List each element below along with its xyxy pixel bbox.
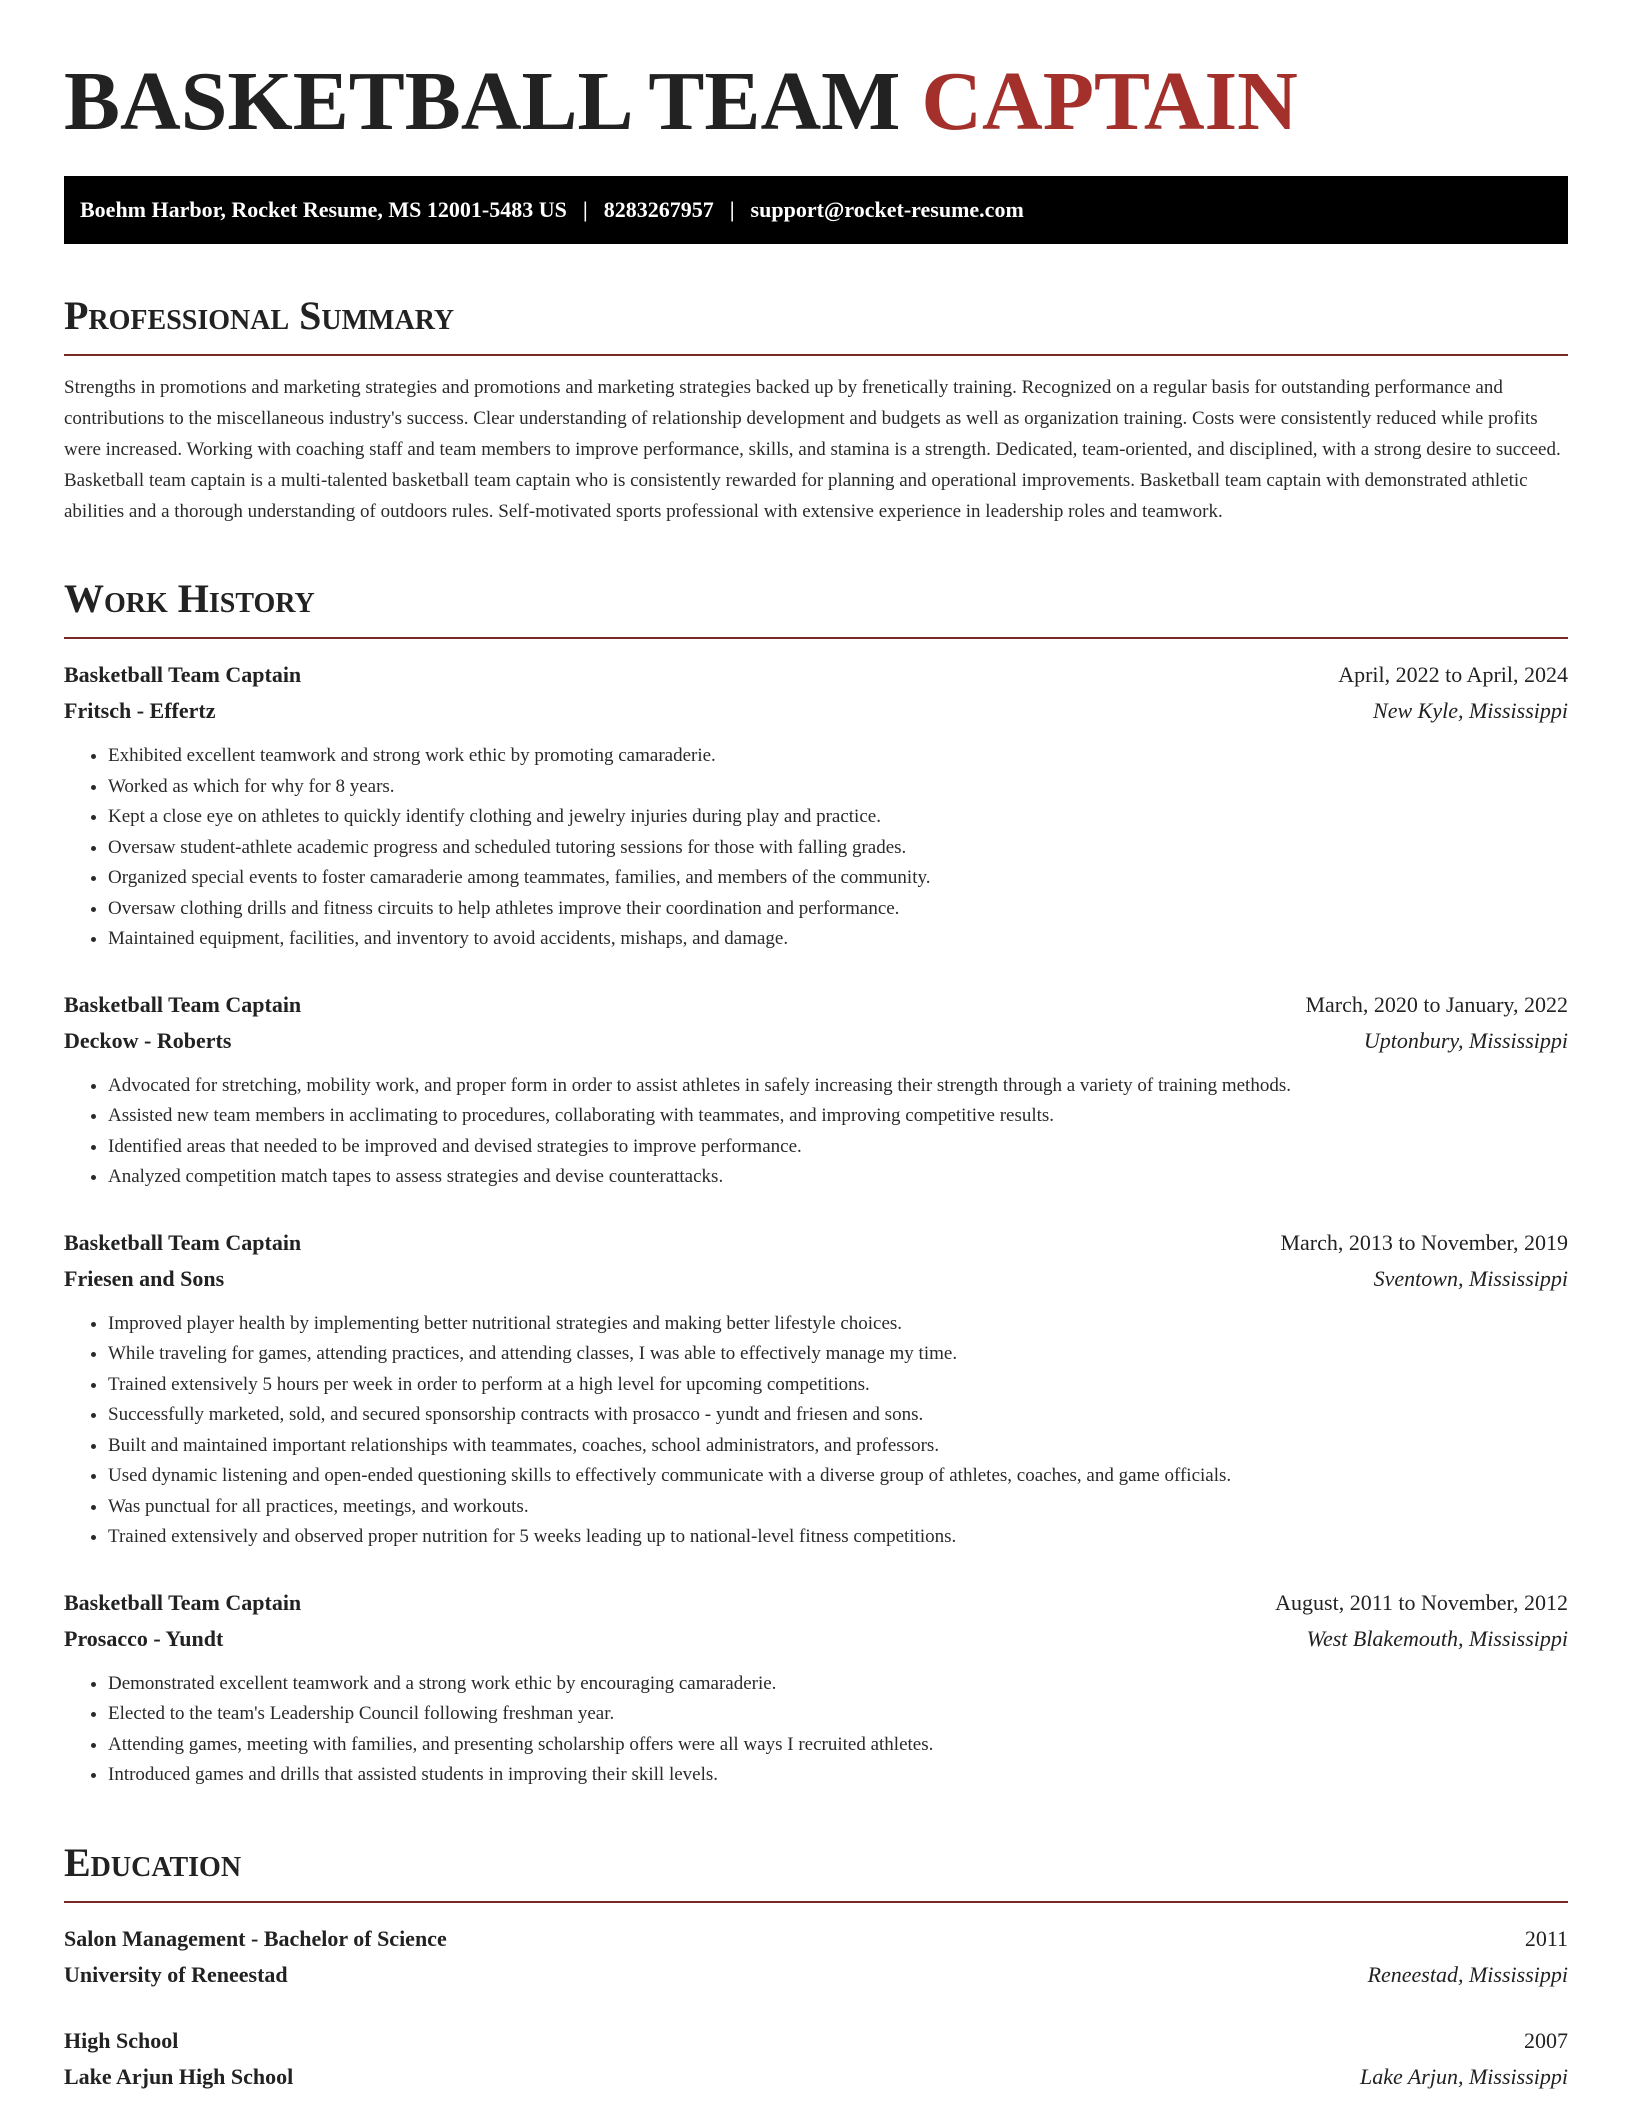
job-bullet: • Introduced games and drills that assisted students in improving their skill levels. (108, 1760, 1568, 1791)
job-bullet: • Kept a close eye on athletes to quickly identify clothing and jewelry injuries during play and practice. (108, 802, 1568, 833)
education-school-row (64, 2059, 1568, 2095)
work-history-heading: Work History (64, 575, 1568, 639)
summary-text: Strengths in promotions and marketing strategies and promotions and marketing strategies backed up by frenetically training. Recognized on a regular basis for outstanding performance and contributions to the miscellaneous industry's success. Clear understanding of relationship development and budgets as well as organization training. Costs were consistently reduced while profits were increased. Working with coaching staff and team members to improve performance, skills, and stamina is a strength. Dedicated, team-oriented, and disciplined, with a strong desire to succeed. Basketball team captain is a multi-talented basketball team captain who is consistently rewarded for planning and operational improvements. Basketball team captain with demonstrated athletic abilities and a thorough understanding of outdoors rules. Self-motivated sports professional with extensive experience in leadership roles and teamwork. (64, 377, 1561, 522)
job-title: Basketball Team Captain (64, 662, 302, 687)
job-bullet: • Worked as which for why for 8 years. (108, 772, 1568, 803)
job-company: Deckow - Roberts (64, 1027, 232, 1053)
education-school-row (64, 1957, 1568, 1993)
education-entry (64, 2023, 1568, 2095)
job-header-row (64, 1585, 1568, 1621)
job-company: Prosacco - Yundt (64, 1625, 224, 1651)
education-heading: Education (64, 1839, 1568, 1903)
job-dates: March, 2013 to November, 2019 (1280, 1229, 1568, 1255)
education-school: University of Reneestad (64, 1961, 288, 1987)
job-bullet: • Oversaw student-athlete academic progress and scheduled tutoring sessions for those with falling grades. (108, 833, 1568, 864)
job-bullet: • Attending games, meeting with families, and presenting scholarship offers were all ways I recruited athletes. (108, 1730, 1568, 1761)
education-degree: High School (64, 2027, 179, 2053)
job-location: New Kyle, Mississippi (1373, 698, 1568, 723)
job-bullet: • Oversaw clothing drills and fitness circuits to help athletes improve their coordination and performance. (108, 894, 1568, 925)
job-entry (64, 1585, 1568, 1791)
job-company: Fritsch - Effertz (64, 698, 216, 723)
job-bullet: • Identified areas that needed to be improved and devised strategies to improve performance. (108, 1132, 1568, 1163)
job-dates: March, 2020 to January, 2022 (1305, 991, 1568, 1017)
job-bullet: • Maintained equipment, facilities, and inventory to avoid accidents, mishaps, and damage. (108, 924, 1568, 955)
education-location: Reneestad, Mississippi (1367, 1961, 1568, 1987)
job-bullets (64, 1309, 1568, 1553)
job-dates: August, 2011 to November, 2012 (1275, 1589, 1568, 1615)
job-entry (64, 1225, 1568, 1553)
job-title: Basketball Team Captain (64, 991, 302, 1017)
job-bullet: • Trained extensively and observed proper nutrition for 5 weeks leading up to national-level fitness competitions. (108, 1522, 1568, 1553)
contact-address: Boehm Harbor, Rocket Resume, MS 12001-5483 US (80, 197, 567, 222)
education-year: 2011 (1524, 1925, 1568, 1951)
education-list (64, 1921, 1568, 2095)
job-bullet: • Trained extensively 5 hours per week in order to perform at a high level for upcoming competitions. (108, 1370, 1568, 1401)
job-bullet: • Analyzed competition match tapes to assess strategies and devise counterattacks. (108, 1162, 1568, 1193)
education-degree-row (64, 2023, 1568, 2059)
job-bullet: • Advocated for stretching, mobility work, and proper form in order to assist athletes in safely increasing their strength through a variety of training methods. (108, 1071, 1568, 1102)
job-bullet: • Exhibited excellent teamwork and strong work ethic by promoting camaraderie. (108, 741, 1568, 772)
contact-bar (64, 176, 1568, 244)
contact-separator: | (729, 197, 735, 222)
job-location: West Blakemouth, Mississippi (1306, 1625, 1568, 1651)
education-location: Lake Arjun, Mississippi (1359, 2063, 1568, 2089)
job-location: Sventown, Mississippi (1373, 1265, 1568, 1291)
job-bullet: • Demonstrated excellent teamwork and a strong work ethic by encouraging camaraderie. (108, 1669, 1568, 1700)
job-title: Basketball Team Captain (64, 1589, 302, 1615)
education-school: Lake Arjun High School (64, 2063, 294, 2089)
job-company-row (64, 1621, 1568, 1657)
education-degree: Salon Management - Bachelor of Science (64, 1925, 447, 1951)
contact-separator: | (582, 197, 588, 222)
job-bullet: • While traveling for games, attending practices, and attending classes, I was able to effectively manage my time. (108, 1339, 1568, 1370)
job-bullet: • Organized special events to foster camaraderie among teammates, families, and members of the community. (108, 863, 1568, 894)
job-bullet: • Elected to the team's Leadership Council following freshman year. (108, 1699, 1568, 1730)
job-bullet: • Improved player health by implementing better nutritional strategies and making better lifestyle choices. (108, 1309, 1568, 1340)
job-company: Friesen and Sons (64, 1265, 225, 1291)
job-bullets (64, 1071, 1568, 1193)
job-entry (64, 657, 1568, 955)
job-bullet: • Assisted new team members in acclimating to procedures, collaborating with teammates, and improving competitive results. (108, 1101, 1568, 1132)
job-title: Basketball Team Captain (64, 1229, 302, 1255)
job-bullet: • Was punctual for all practices, meetings, and workouts. (108, 1492, 1568, 1523)
job-bullets (64, 1669, 1568, 1791)
job-company-row (64, 693, 1568, 729)
job-location: Uptonbury, Mississippi (1363, 1027, 1568, 1053)
job-bullet: • Used dynamic listening and open-ended questioning skills to effectively communicate with a diverse group of athletes, coaches, and game officials. (108, 1461, 1568, 1492)
contact-email: support@rocket-resume.com (750, 197, 1024, 222)
job-dates: April, 2022 to April, 2024 (1338, 662, 1568, 687)
work-history-list (64, 657, 1568, 1791)
job-header-row (64, 1225, 1568, 1261)
job-header-row (64, 657, 1568, 693)
summary-heading: Professional Summary (64, 292, 1568, 356)
title-main: BASKETBALL TEAM (64, 55, 922, 148)
job-entry (64, 987, 1568, 1193)
job-bullets (64, 741, 1568, 955)
title-accent: CAPTAIN (921, 55, 1298, 148)
contact-phone: 8283267957 (603, 197, 714, 222)
job-bullet: • Built and maintained important relationships with teammates, coaches, school administrators, and professors. (108, 1431, 1568, 1462)
job-bullet: • Successfully marketed, sold, and secured sponsorship contracts with prosacco - yundt and friesen and sons. (108, 1400, 1568, 1431)
education-degree-row (64, 1921, 1568, 1957)
education-entry (64, 1921, 1568, 1993)
job-company-row (64, 1023, 1568, 1059)
job-company-row (64, 1261, 1568, 1297)
education-year: 2007 (1524, 2027, 1568, 2053)
job-header-row (64, 987, 1568, 1023)
page-title (64, 52, 1568, 152)
